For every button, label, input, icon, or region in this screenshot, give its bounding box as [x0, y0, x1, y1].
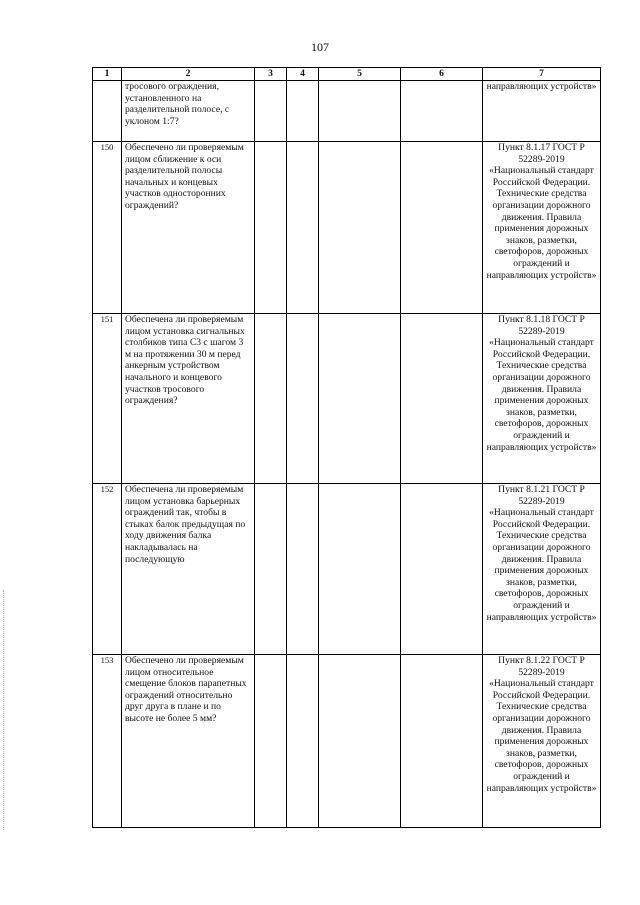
empty-cell	[401, 655, 483, 828]
empty-cell	[319, 484, 401, 655]
reference-cell: Пункт 8.1.22 ГОСТ Р 52289-2019 «Национальный стандарт Российской Федерации. Технические средства организации дорожного движения. Правила применения дорожных знаков, разметки, светофоров, дорожных ограждений и направляющих устройств»	[483, 655, 601, 828]
empty-cell	[319, 655, 401, 828]
empty-cell	[255, 484, 287, 655]
empty-cell	[319, 314, 401, 484]
header-col-2: 2	[122, 68, 255, 81]
question-cell: Обеспечена ли проверяемым лицом установка барьерных ограждений так, чтобы в стыках балок предыдущая по ходу движения балка накладывалась на последующую	[122, 484, 255, 655]
table-row	[93, 142, 601, 314]
row-number-cell: 152	[93, 484, 122, 655]
empty-cell	[401, 484, 483, 655]
empty-cell	[255, 142, 287, 314]
margin-mark	[3, 590, 5, 830]
table-row-continuation	[93, 81, 601, 142]
empty-cell	[287, 142, 319, 314]
header-col-5: 5	[319, 68, 401, 81]
empty-cell	[287, 655, 319, 828]
empty-cell	[287, 484, 319, 655]
question-cell: тросового ограждения, установленного на разделительной полосе, с уклоном 1:7?	[122, 81, 255, 142]
empty-cell	[255, 655, 287, 828]
reference-cell: Пункт 8.1.17 ГОСТ Р 52289-2019 «Национальный стандарт Российской Федерации. Технические средства организации дорожного движения. Правила применения дорожных знаков, разметки, светофоров, дорожных ограждений и направляющих устройств»	[483, 142, 601, 314]
empty-cell	[319, 81, 401, 142]
header-col-3: 3	[255, 68, 287, 81]
question-cell: Обеспечено ли проверяемым лицом относительное смещение блоков парапетных ограждений относительно друг друга в плане и по высоте не более 5 мм?	[122, 655, 255, 828]
header-col-1: 1	[93, 68, 122, 81]
table-row	[93, 484, 601, 655]
empty-cell	[401, 142, 483, 314]
header-row	[93, 68, 601, 81]
reference-cell: Пункт 8.1.21 ГОСТ Р 52289-2019 «Национальный стандарт Российской Федерации. Технические средства организации дорожного движения. Правила применения дорожных знаков, разметки, светофоров, дорожных ограждений и направляющих устройств»	[483, 484, 601, 655]
row-number-cell: 151	[93, 314, 122, 484]
table-row	[93, 655, 601, 828]
header-col-6: 6	[401, 68, 483, 81]
reference-cell: направляющих устройств»	[483, 81, 601, 142]
empty-cell	[255, 81, 287, 142]
row-number-cell: 153	[93, 655, 122, 828]
empty-cell	[255, 314, 287, 484]
header-col-4: 4	[287, 68, 319, 81]
reference-cell: Пункт 8.1.18 ГОСТ Р 52289-2019 «Национальный стандарт Российской Федерации. Технические средства организации дорожного движения. Правила применения дорожных знаков, разметки, светофоров, дорожных ограждений и направляющих устройств»	[483, 314, 601, 484]
page-number: 107	[311, 40, 329, 54]
row-number-cell: 150	[93, 142, 122, 314]
empty-cell	[287, 314, 319, 484]
question-cell: Обеспечена ли проверяемым лицом установка сигнальных столбиков типа С3 с шагом 3 м на протяжении 30 м перед анкерным устройством начального и концевого участков тросового ограждения?	[122, 314, 255, 484]
empty-cell	[401, 81, 483, 142]
empty-cell	[319, 142, 401, 314]
empty-cell	[401, 314, 483, 484]
checklist-table	[92, 67, 601, 828]
row-number-cell	[93, 81, 122, 142]
header-col-7: 7	[483, 68, 601, 81]
table-row	[93, 314, 601, 484]
empty-cell	[287, 81, 319, 142]
question-cell: Обеспечено ли проверяемым лицом сближение к оси разделительной полосы начальных и концевых участков односторонних ограждений?	[122, 142, 255, 314]
